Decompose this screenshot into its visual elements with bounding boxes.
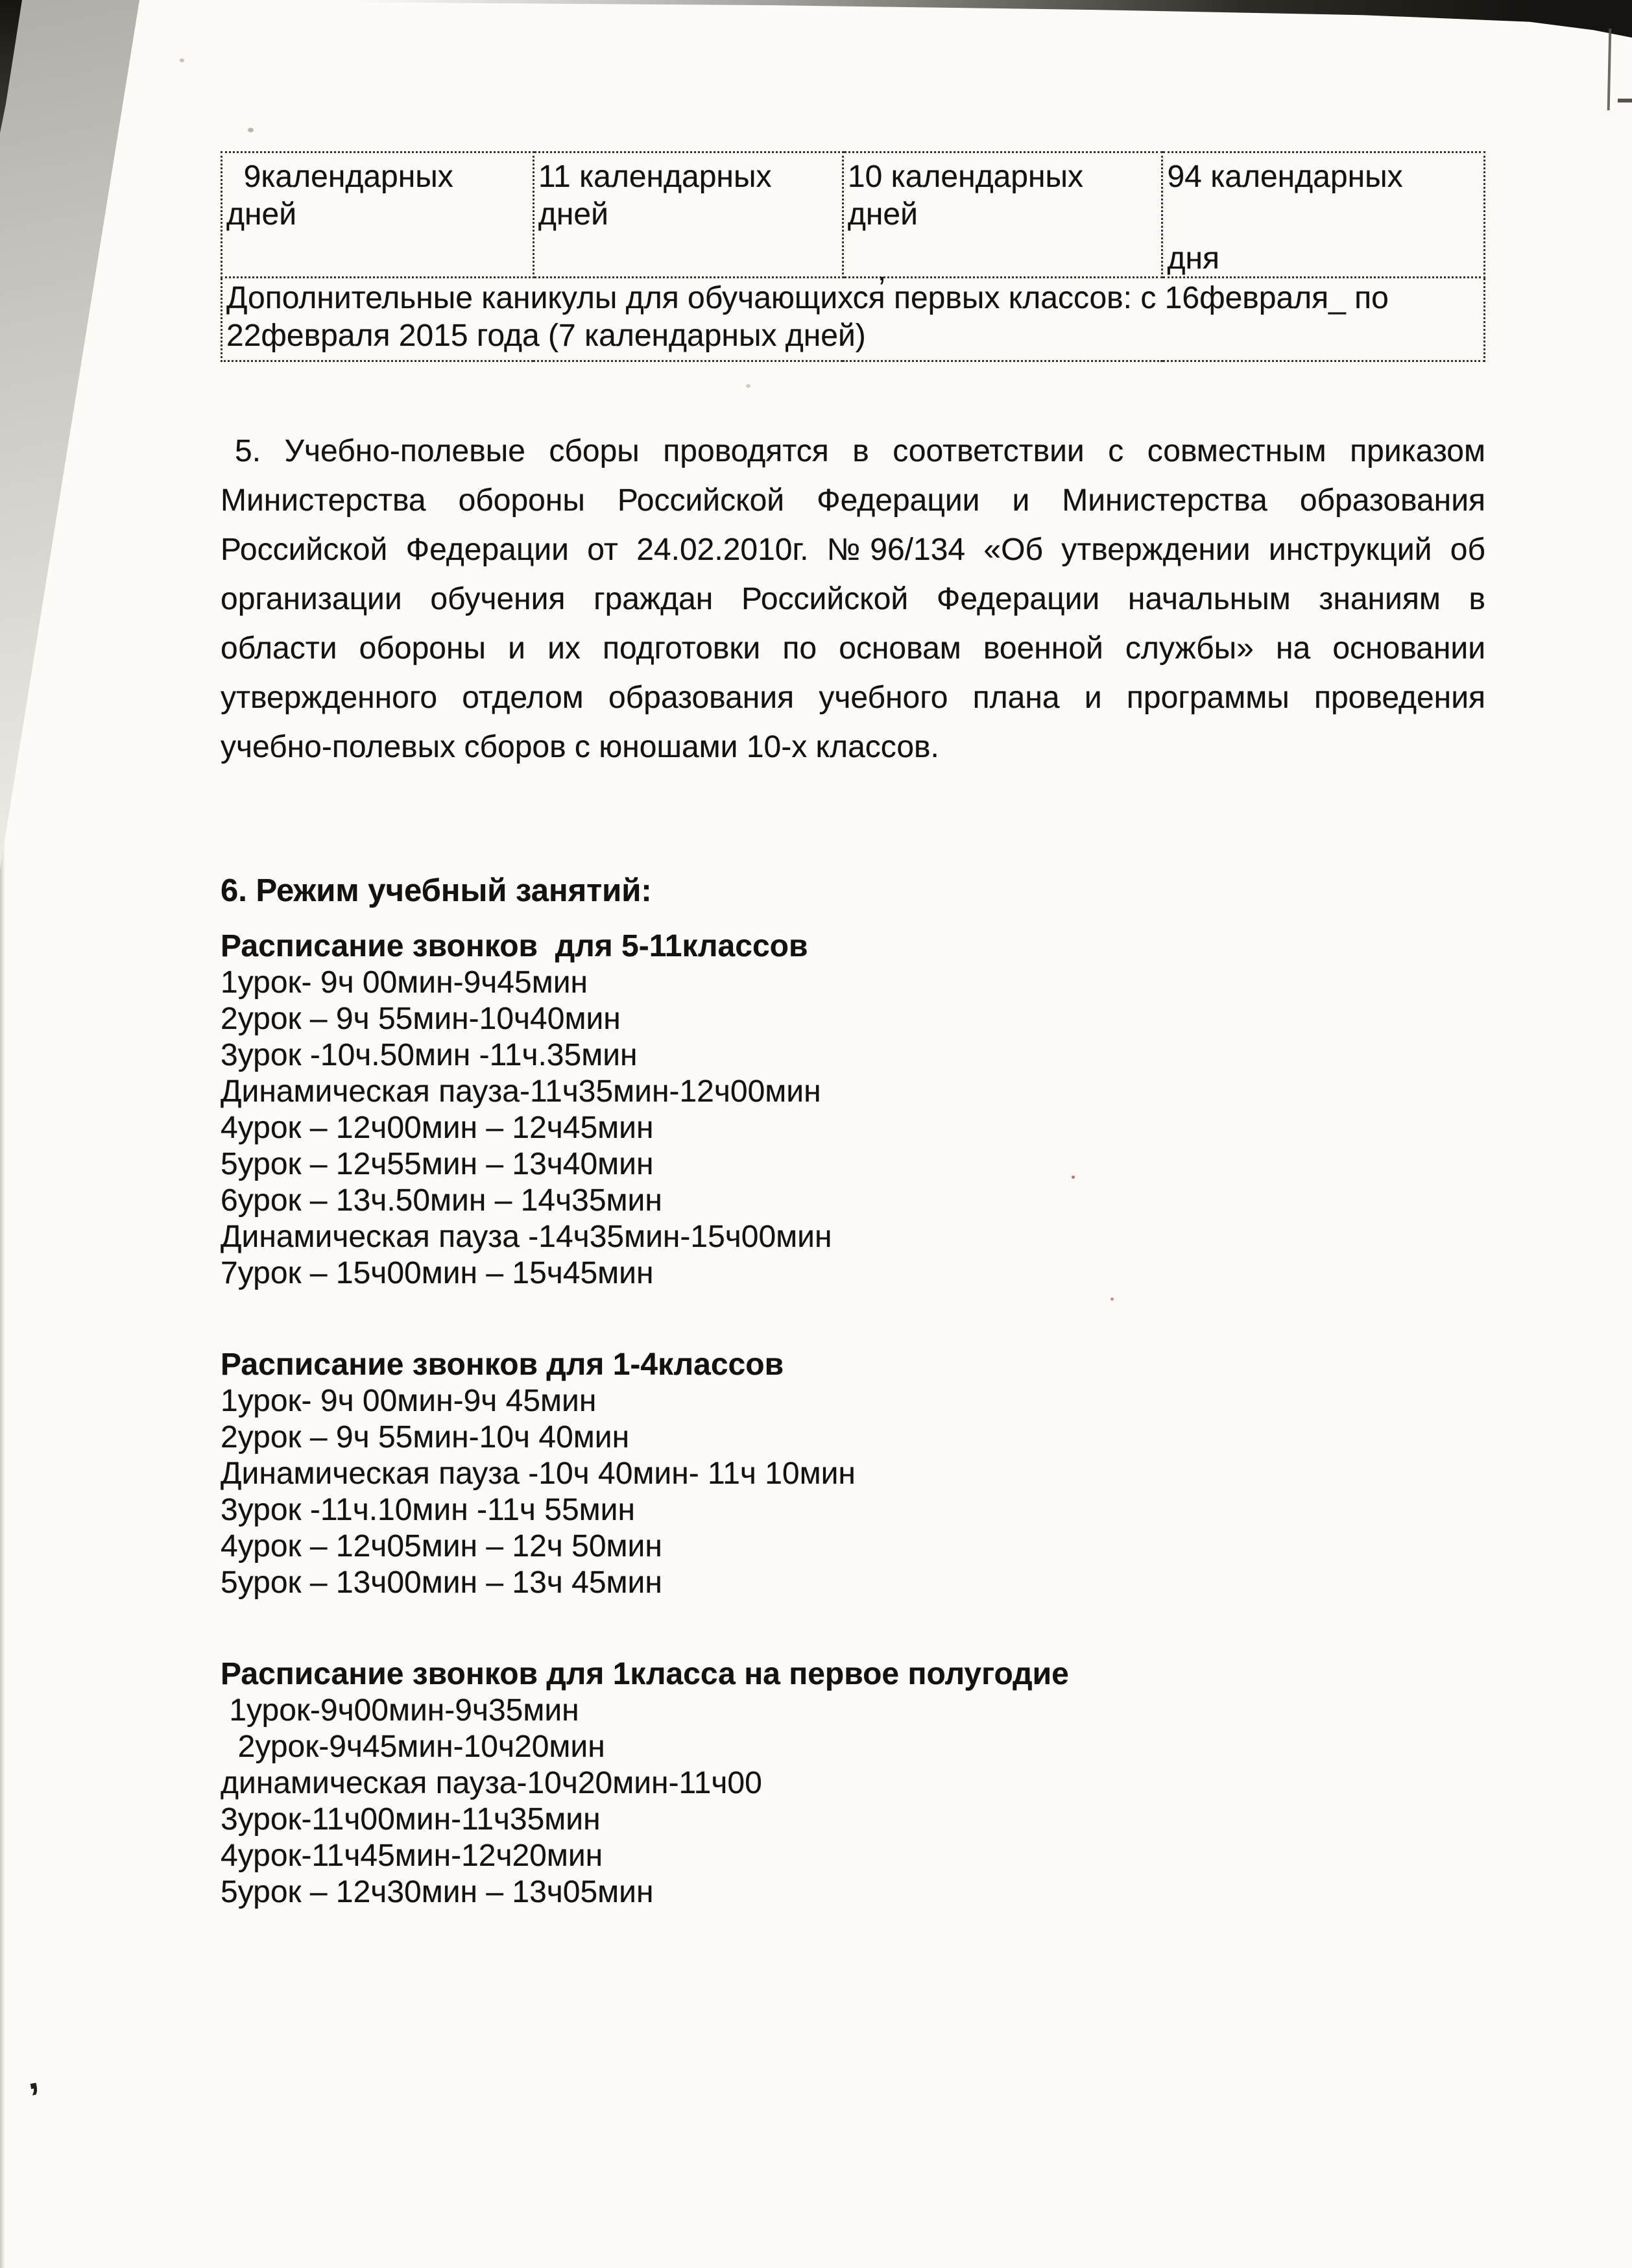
schedule-line: 7урок – 15ч00мин – 15ч45мин (221, 1256, 654, 1290)
schedule-5-11-title: Расписание звонков для 5-11классов (221, 929, 808, 963)
schedule-line: 3урок-11ч00мин-11ч35мин (221, 1802, 601, 1837)
scan-speck (248, 128, 254, 132)
page-edge-line (1607, 29, 1612, 110)
paragraph-line: 5. Учебно-полевые сборы проводятся в соответствии с совместным приказом (235, 434, 1485, 468)
paragraph-line: организации обучения граждан Российской Федерации начальным знаниям в (221, 582, 1485, 616)
scan-speck (1072, 1176, 1075, 1179)
vacation-days-table (221, 151, 1485, 362)
cell-wrap (1167, 158, 1480, 276)
cell-text: 9календарных (226, 160, 453, 194)
cell-text: дня (1167, 241, 1219, 276)
paragraph-5 (221, 427, 1485, 772)
schedule-line: Динамическая пауза -14ч35мин-15ч00мин (221, 1220, 832, 1254)
schedule-1class-block (221, 1656, 1485, 1911)
schedule-line: 1урок-9ч00мин-9ч35мин (221, 1693, 579, 1728)
schedule-line: 4урок – 12ч00мин – 12ч45мин (221, 1111, 654, 1145)
scan-speck (180, 58, 184, 62)
cell-text: дней (538, 197, 608, 232)
extra-vacation-text: Дополнительные каникулы для обучающихся первых классов: с 16февраля_ по (226, 281, 1389, 315)
schedule-5-11-block (221, 928, 1485, 1292)
table-cell-extra-vacation (222, 278, 1485, 361)
cell-text: 11 календарных (538, 160, 772, 194)
table-cell-winter-days (533, 152, 843, 278)
table-cell-summer-days (1162, 152, 1485, 278)
schedule-1-4-lines (221, 1383, 1485, 1601)
scan-speck (1110, 1297, 1114, 1301)
schedule-line: 3урок -11ч.10мин -11ч 55мин (221, 1493, 635, 1527)
paragraph-line: области обороны и их подготовки по основам военной службы» на основании (221, 631, 1485, 666)
table-body (222, 152, 1485, 361)
stray-comma-mark: , (877, 253, 887, 287)
table-row-days (222, 152, 1485, 278)
schedule-line: 1урок- 9ч 00мин-9ч45мин (221, 965, 588, 1000)
schedule-line: Динамическая пауза -10ч 40мин- 11ч 10мин (221, 1456, 856, 1491)
schedule-line: 5урок – 12ч55мин – 13ч40мин (221, 1147, 654, 1181)
schedule-1class-title: Расписание звонков для 1класса на первое полугодие (221, 1657, 1069, 1691)
paragraph-line: учебно-полевых сборов с юношами 10-х классов. (221, 730, 939, 764)
paragraph-line: Российской Федерации от 24.02.2010г. №96/134 «Об утверждении инструкций об (221, 533, 1485, 567)
cell-text: 10 календарных (847, 160, 1083, 194)
scan-speck (746, 384, 750, 388)
schedule-1-4-block (221, 1347, 1485, 1601)
schedule-line: 5урок – 12ч30мин – 13ч05мин (221, 1875, 654, 1909)
table-cell-autumn-days (222, 152, 534, 278)
section-6-heading: 6. Режим учебный занятий: (221, 873, 652, 908)
cell-text: 94 календарных (1167, 160, 1403, 194)
ink-mark: ’ (25, 2073, 45, 2121)
table-row-extra-vacation (222, 278, 1485, 361)
schedule-line: 4урок – 12ч05мин – 12ч 50мин (221, 1529, 662, 1563)
schedule-line: 2урок – 9ч 55мин-10ч40мин (221, 1002, 621, 1036)
paragraph-line: утвержденного отделом образования учебного плана и программы проведения (221, 681, 1485, 715)
schedule-line: 6урок – 13ч.50мин – 14ч35мин (221, 1183, 662, 1218)
schedule-line: 1урок- 9ч 00мин-9ч 45мин (221, 1384, 597, 1418)
paragraph-line: Министерства обороны Российской Федерации и Министерства образования (221, 483, 1485, 518)
schedule-line: Динамическая пауза-11ч35мин-12ч00мин (221, 1074, 821, 1109)
page-corner-fold (0, 0, 143, 869)
document-content (221, 0, 1485, 1911)
table-cell-spring-days (843, 152, 1162, 287)
page-edge-tick (1618, 99, 1632, 103)
schedule-1-4-title: Расписание звонков для 1-4классов (221, 1347, 784, 1382)
schedule-line: 2урок – 9ч 55мин-10ч 40мин (221, 1420, 630, 1454)
schedule-line: 5урок – 13ч00мин – 13ч 45мин (221, 1565, 662, 1600)
schedule-line: 4урок-11ч45мин-12ч20мин (221, 1839, 603, 1873)
schedule-line: 2урок-9ч45мин-10ч20мин (221, 1730, 605, 1764)
schedule-line: динамическая пауза-10ч20мин-11ч00 (221, 1766, 762, 1800)
schedule-line: 3урок -10ч.50мин -11ч.35мин (221, 1038, 638, 1072)
cell-text: дней (226, 197, 297, 232)
extra-vacation-text: 22февраля 2015 года (7 календарных дней) (226, 319, 866, 353)
schedule-5-11-lines (221, 965, 1485, 1292)
cell-text: дней (847, 197, 918, 232)
schedule-1class-lines (221, 1693, 1485, 1911)
